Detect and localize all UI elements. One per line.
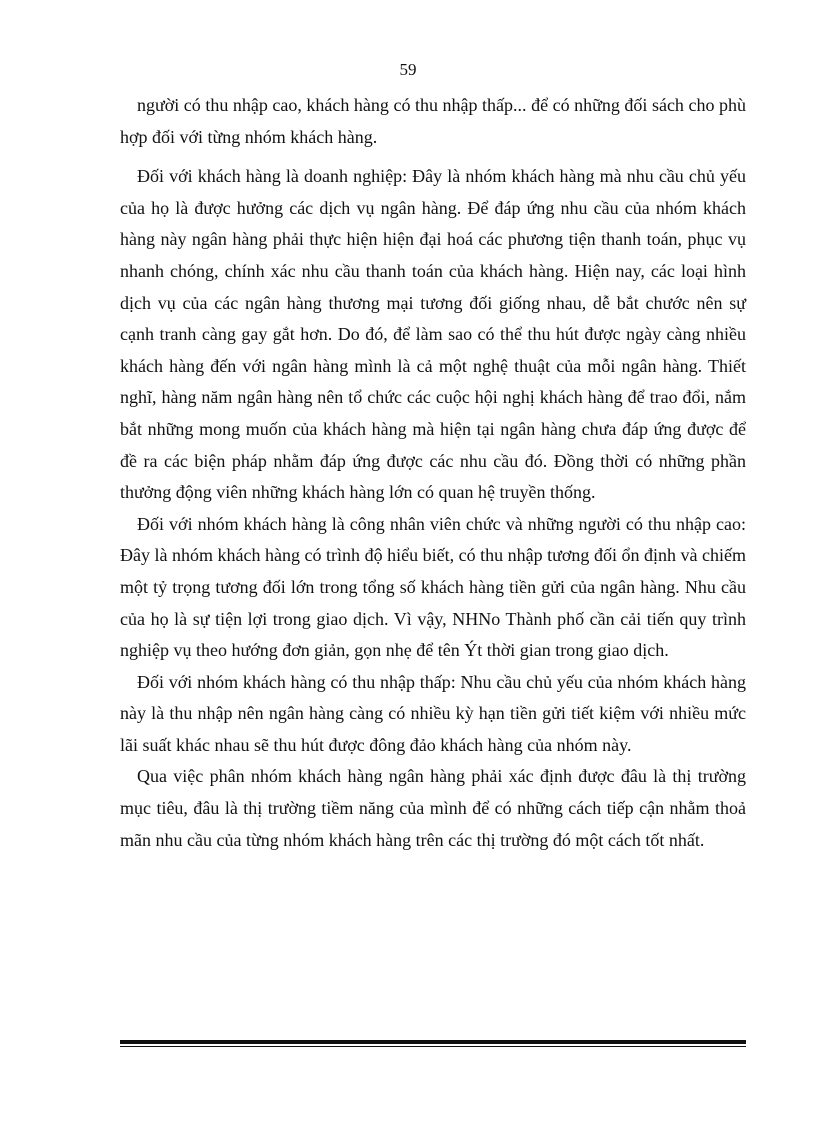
- footer-rule-thin: [120, 1046, 746, 1047]
- paragraph-continuation: người có thu nhập cao, khách hàng có thu nhập thấp... để có những đối sách cho phù hợp đối với từng nhóm khách hàng.: [120, 95, 746, 147]
- footer-rule-thick: [120, 1040, 746, 1044]
- footer-double-rule: [120, 1040, 746, 1048]
- body-text: [120, 90, 746, 856]
- paragraph-business-customers: Đối với khách hàng là doanh nghiệp: Đây là nhóm khách hàng mà nhu cầu chủ yếu của họ là được hưởng các dịch vụ ngân hàng. Để đáp ứng nhu cầu của nhóm khách hàng này ngân hàng phải thực hiện hiện đại hoá các phương tiện thanh toán, phục vụ nhanh chóng, chính xác nhu cầu thanh toán của khách hàng. Hiện nay, các loại hình dịch vụ của các ngân hàng thương mại tương đối giống nhau, dễ bắt chước nên sự cạnh tranh càng gay gắt hơn. Do đó, để làm sao có thể thu hút được ngày càng nhiều khách hàng đến với ngân hàng mình là cả một nghệ thuật của mỗi ngân hàng. Thiết nghĩ, hàng năm ngân hàng nên tổ chức các cuộc hội nghị khách hàng để trao đổi, nắm bắt những mong muốn của khách hàng mà hiện tại ngân hàng chưa đáp ứng được để đề ra các biện pháp nhằm đáp ứng được các nhu cầu đó. Đồng thời có những phần thưởng động viên những khách hàng lớn có quan hệ truyền thống.: [120, 166, 746, 503]
- paragraph-low-income: Đối với nhóm khách hàng có thu nhập thấp: Nhu cầu chủ yếu của nhóm khách hàng này là thu nhập nên ngân hàng càng có nhiều kỳ hạn tiền gửi tiết kiệm với nhiều mức lãi suất khác nhau sẽ thu hút được đông đảo khách hàng của nhóm này.: [120, 671, 746, 755]
- paragraph-civil-servants: Đối với nhóm khách hàng là công nhân viên chức và những người có thu nhập cao: Đây là nhóm khách hàng có trình độ hiểu biết, có thu nhập tương đối ổn định và chiếm một tỷ trọng tương đối lớn trong tổng số khách hàng tiền gửi của ngân hàng. Nhu cầu của họ là sự tiện lợi trong giao dịch. Vì vậy, NHNo Thành phố cần cải tiến quy trình nghiệp vụ theo hướng đơn giản, gọn nhẹ để tên Ýt thời gian trong giao dịch.: [120, 513, 746, 661]
- page-number: 59: [399, 60, 417, 79]
- paragraph-conclusion: Qua việc phân nhóm khách hàng ngân hàng phải xác định được đâu là thị trường mục tiêu, đâu là thị trường tiềm năng của mình để có những cách tiếp cận nhằm thoả mãn nhu cầu của từng nhóm khách hàng trên các thị trường đó một cách tốt nhất.: [120, 766, 746, 850]
